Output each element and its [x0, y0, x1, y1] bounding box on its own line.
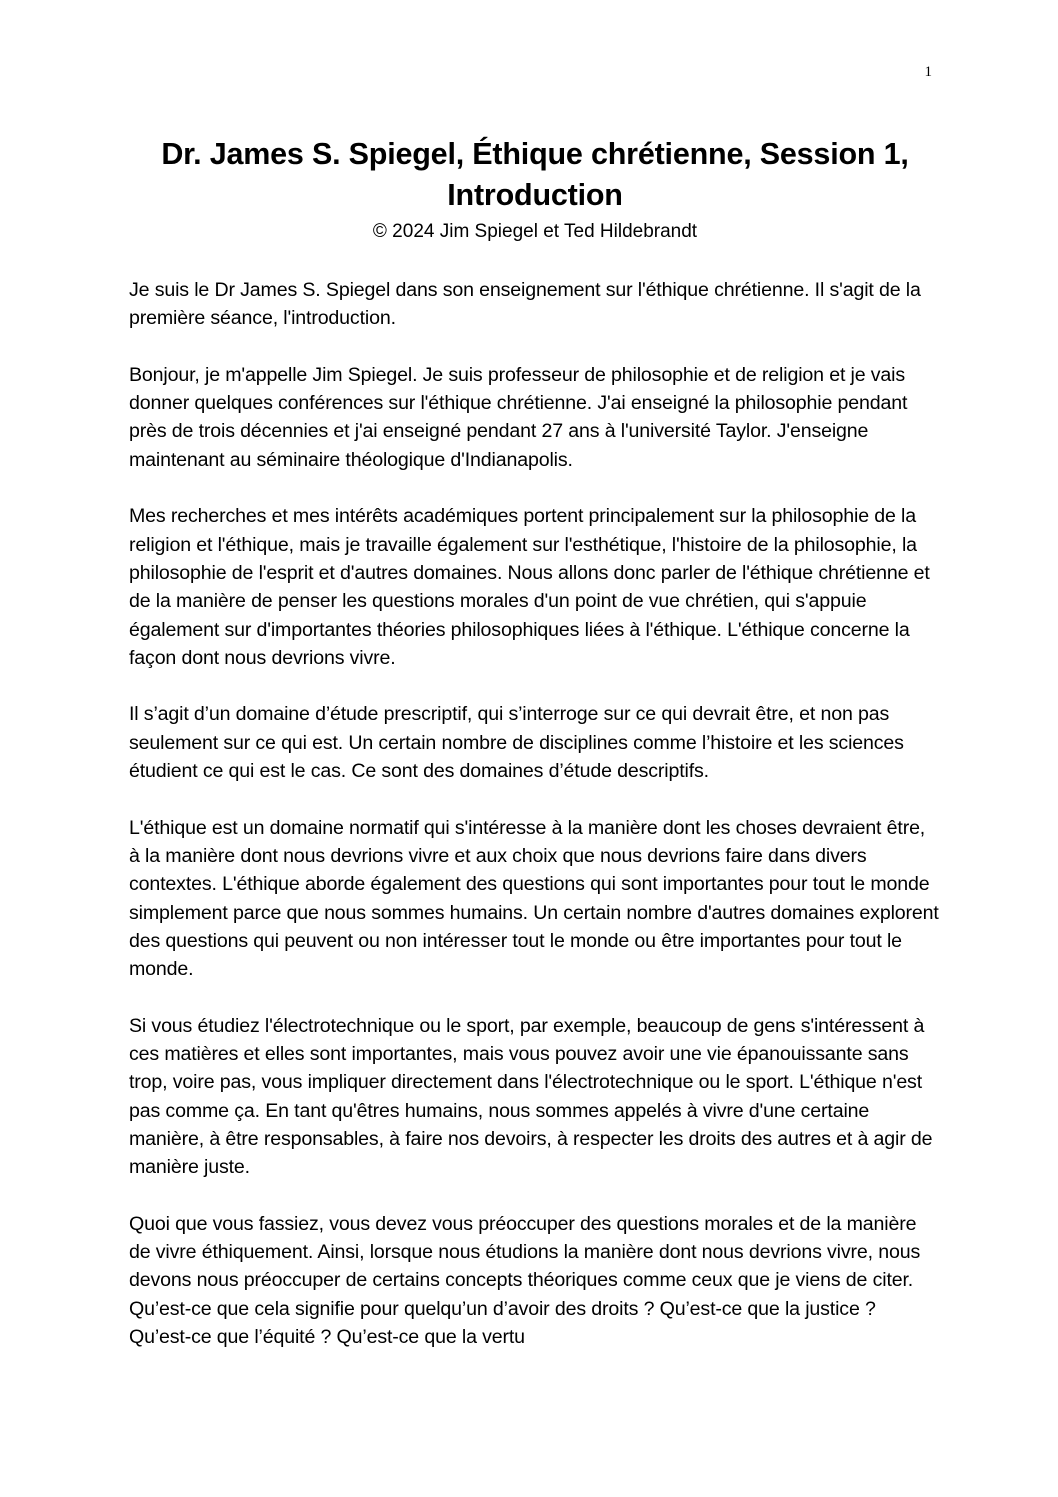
page-number: 1 — [924, 64, 932, 80]
paragraph-example: Si vous étudiez l'électrotechnique ou le sport, par exemple, beaucoup de gens s'intéressent à ces matières et elles sont importantes, mais vous pouvez avoir une vie épanouissante sans trop, voire pas, vous impliquer directement dans l'électrotechnique ou le sport. L'éthique n'est pas comme ça. En tant qu'êtres humains, nous sommes appelés à vivre d'une certaine manière, à être responsables, à faire nos devoirs, à respecter les droits des autres et à agir de manière juste. — [129, 1014, 933, 1179]
copyright-notice: © 2024 Jim Spiegel et Ted Hildebrandt — [372, 221, 698, 242]
paragraph-concepts: Quoi que vous fassiez, vous devez vous préoccuper des questions morales et de la manière de vivre éthiquement. Ainsi, lorsque nous étudions la manière dont nous devrions vivre, nous devons nous préoccuper de certains concepts théoriques comme ceux que je viens de citer. Qu’est-ce que cela signifie pour quelqu’un d’avoir des droits ? Qu’est-ce que la justice ? Qu’est-ce que l’équité ? Qu’est-ce que la vertu — [129, 1212, 921, 1348]
document-title — [100, 134, 970, 216]
document-body — [129, 276, 939, 1351]
document-header — [100, 134, 970, 244]
title-line-1: Dr. James S. Spiegel, Éthique chrétienne, Session 1, — [161, 137, 909, 171]
paragraph-research: Mes recherches et mes intérêts académiques portent principalement sur la philosophie de la religion et l'éthique, mais je travaille également sur l'esthétique, l'histoire de la philosophie, la philosophie de l'esprit et d'autres domaines. Nous allons donc parler de l'éthique chrétienne et de la manière de penser les questions morales d'un point de vue chrétien, qui s'appuie également sur d'importantes théories philosophiques liées à l'éthique. L'éthique concerne la façon dont nous devrions vivre. — [129, 505, 930, 669]
paragraph-normative: L'éthique est un domaine normatif qui s'intéresse à la manière dont les choses devraient être, à la manière dont nous devrions vivre et aux choix que nous devrions faire dans divers contextes. L'éthique aborde également des questions qui sont importantes pour tout le monde simplement parce que nous sommes humains. Un certain nombre d'autres domaines explorent des questions qui peuvent ou non intéresser tout le monde ou être importantes pour tout le monde. — [129, 816, 939, 981]
paragraph-prescriptive: Il s’agit d’un domaine d’étude prescriptif, qui s’interroge sur ce qui devrait être, et non pas seulement sur ce qui est. Un certain nombre de disciplines comme l’histoire et les sciences étudient ce qui est le cas. Ce sont des domaines d’étude descriptifs. — [129, 703, 904, 783]
paragraph-greeting: Bonjour, je m'appelle Jim Spiegel. Je suis professeur de philosophie et de religion et je vais donner quelques conférences sur l'éthique chrétienne. J'ai enseigné la philosophie pendant près de trois décennies et j'ai enseigné pendant 27 ans à l'université Taylor. J'enseigne maintenant au séminaire théologique d'Indianapolis. — [129, 363, 908, 471]
title-line-2: Introduction — [447, 178, 623, 212]
paragraph-intro: Je suis le Dr James S. Spiegel dans son enseignement sur l'éthique chrétienne. Il s'agit de la première séance, l'introduction. — [129, 279, 921, 330]
